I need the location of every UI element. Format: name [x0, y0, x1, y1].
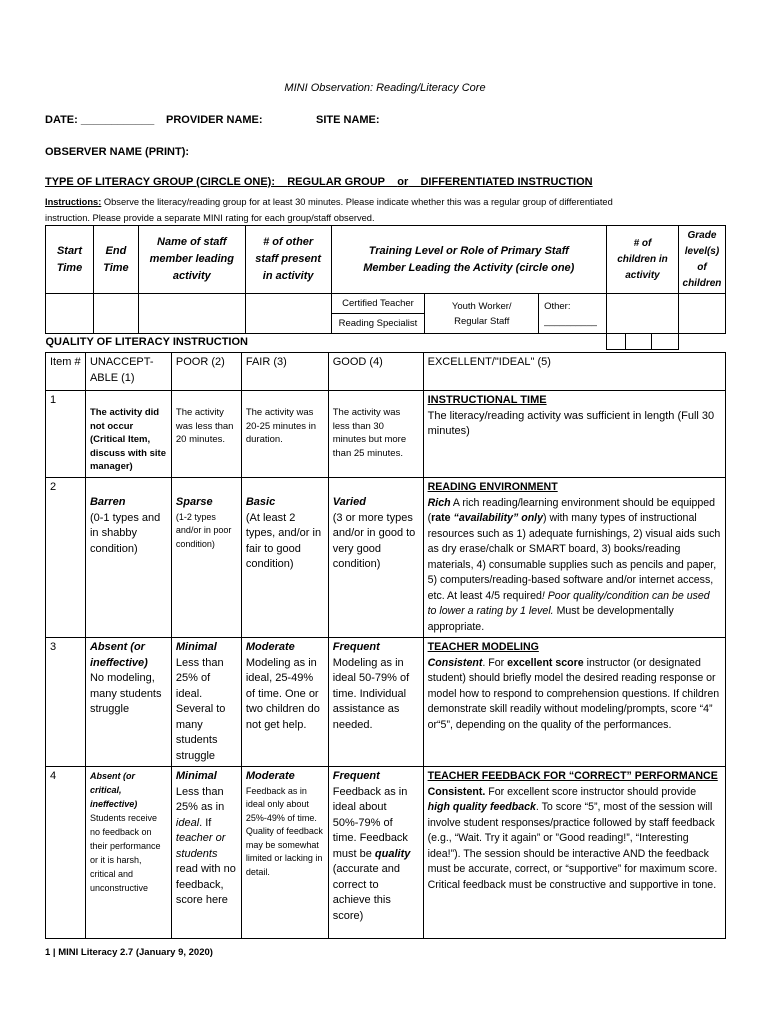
table-row: [46, 391, 726, 478]
desc-text: (accurate and correct to achieve this score): [332, 863, 400, 922]
unacceptable-cell[interactable]: [85, 638, 171, 767]
other-line: __________: [544, 315, 597, 327]
blank-cell-3: [651, 334, 678, 350]
staff-name-header: Name of staff member leading activity: [138, 226, 245, 294]
varied-label: Varied: [332, 496, 366, 508]
excellent-cell[interactable]: [423, 638, 725, 767]
fair-cell[interactable]: The activity was 20-25 minutes in duration.: [241, 391, 328, 478]
group-type-line: [45, 176, 593, 188]
item-number: 1: [46, 391, 86, 478]
varied-desc: (3 or more types and/or in good to very good condition): [332, 511, 416, 570]
absent-label: Absent (or critical, ineffective): [89, 771, 138, 809]
blank-cell-4: [678, 334, 725, 350]
site-name-field[interactable]: SITE NAME:: [316, 114, 380, 126]
minimal-label: Minimal: [175, 641, 217, 653]
absent-desc: Students receive no feedback on their performance or it is harsh, critical and unconstructive: [89, 813, 161, 893]
quality-section-title: QUALITY OF LITERACY INSTRUCTION: [46, 334, 607, 350]
frequent-label: Frequent: [332, 770, 380, 782]
teacher-modeling-title: TEACHER MODELING: [427, 641, 539, 653]
frequent-label: Frequent: [332, 641, 380, 653]
desc-text: Less than 25% as in: [175, 785, 225, 813]
table-row: [46, 638, 726, 767]
good-header: GOOD (4): [328, 353, 423, 391]
instructions: [45, 194, 613, 226]
instructional-time-desc: The literacy/reading activity was sufficient in length (Full 30 minutes): [427, 409, 715, 437]
item-number: 3: [46, 638, 86, 767]
end-time-header: End Time: [93, 226, 138, 294]
desc-text: For excellent score instructor should provide: [485, 785, 697, 798]
page-footer: 1 | MINI Literacy 2.7 (January 9, 2020): [45, 947, 213, 958]
teacher-students-text: teacher or students: [175, 832, 226, 860]
desc-text: . To score “5”, most of the session will involve student responses/practice followed by staff feedback (e.g., “Wait. Try it again” or ”Good reading!”, “Interesting idea!”). The session should be interactive AND the feedback must be accurate, correct, or “supportive” for maximum score. Critical feedback must be constructive and supportive in tone.: [427, 801, 718, 891]
excellent-header: EXCELLENT/"IDEAL" (5): [423, 353, 725, 391]
instructions-label: Instructions:: [45, 197, 102, 207]
item-header: Item #: [46, 353, 86, 391]
fair-header: FAIR (3): [241, 353, 328, 391]
desc-text: ) with many types of instructional resources such as 1) adequate furnishings, 2) visual aids such as dry erase/chalk or SMART board, 3) books/reading materials, 4) consumable supplies such as pencils and paper, 5) computers/reading-based software and/or internet access, etc. At least 4/5 required: [427, 512, 721, 602]
availability-text: “availability” only: [450, 512, 544, 524]
unacceptable-cell[interactable]: [85, 478, 171, 638]
fair-cell[interactable]: [241, 638, 328, 767]
poor-cell[interactable]: [171, 478, 241, 638]
rich-label: Rich: [427, 496, 451, 509]
blank-cell-2: [626, 334, 652, 350]
good-cell[interactable]: [328, 638, 423, 767]
minimal-desc: [176, 785, 237, 909]
youth-worker-option[interactable]: [425, 294, 539, 334]
item-number: 4: [46, 767, 86, 939]
excellent-cell[interactable]: [423, 767, 725, 939]
desc-text: A rich reading/learning environment should be equipped (: [427, 496, 716, 524]
poor-cell[interactable]: [171, 767, 241, 939]
teacher-feedback-desc: [428, 785, 721, 894]
basic-desc: (At least 2 types, and/or in fair to good condition): [245, 511, 322, 570]
table-row: [46, 767, 726, 939]
provider-name-field[interactable]: PROVIDER NAME:: [166, 114, 263, 126]
sparse-desc: (1-2 types and/or in poor condition): [175, 511, 232, 549]
quality-table: [45, 352, 726, 939]
minimal-label: Minimal: [175, 770, 217, 782]
unacceptable-cell[interactable]: [85, 767, 171, 939]
reading-environment-title: READING ENVIRONMENT: [427, 481, 558, 493]
other-text: Other:: [544, 300, 571, 312]
quality-text: quality: [374, 847, 411, 860]
regular-staff-text: Regular Staff: [454, 315, 510, 327]
moderate-desc: Feedback as in ideal only about 25%-49% of time. Quality of feedback may be somewhat limited or lacking in detail.: [245, 785, 323, 877]
differentiated-option[interactable]: DIFFERENTIATED INSTRUCTION: [420, 176, 593, 188]
start-time-header: Start Time: [46, 226, 94, 294]
consistent-label: Consistent: [427, 656, 483, 669]
consistent-label: Consistent.: [427, 785, 486, 798]
training-level-header: Training Level or Role of Primary Staff Member Leading the Activity (circle one): [331, 226, 606, 294]
barren-label: Barren: [89, 496, 126, 508]
absent-label: Absent (or ineffective): [89, 641, 148, 669]
desc-text: Must be developmentally appropriate.: [427, 605, 674, 633]
regular-group-option[interactable]: REGULAR GROUP: [287, 176, 386, 188]
end-time-cell[interactable]: [93, 294, 138, 334]
teacher-feedback-title: TEACHER FEEDBACK FOR “CORRECT” PERFORMANCE: [427, 770, 718, 782]
unacceptable-header: UNACCEPT-ABLE (1): [85, 353, 171, 391]
page-title: MINI Observation: Reading/Literacy Core: [284, 82, 486, 94]
frequent-desc: [333, 785, 419, 925]
table-row: [46, 478, 726, 638]
poor-cell[interactable]: The activity was less than 20 minutes.: [171, 391, 241, 478]
instructions-text-2: instruction. Please provide a separate MINI rating for each group/staff observed.: [45, 213, 375, 223]
or-text: or: [397, 176, 409, 188]
unacceptable-cell[interactable]: The activity did not occur (Critical Item, discuss with site manager): [85, 391, 171, 478]
group-type-label: TYPE OF LITERACY GROUP (CIRCLE ONE):: [45, 176, 275, 188]
desc-text: . For: [482, 656, 508, 669]
reading-environment-desc: [428, 496, 721, 636]
desc-text: Feedback as in ideal about 50%-79% of time. Feedback must be: [332, 785, 408, 860]
absent-desc: No modeling, many students struggle: [89, 672, 162, 715]
start-time-cell[interactable]: [46, 294, 94, 334]
desc-text: instructor (or designated student) should briefly model the desired reading response or model how to respond to comprehension questions. If children demonstrate skill readily without modeling/prompts, score “4” or“5”, depending on the quality of the performances.: [427, 656, 720, 731]
frequent-desc: Modeling as in ideal 50-79% of time. Individual assistance as needed.: [332, 656, 410, 731]
instructions-text-1: Observe the literacy/reading group for at least 30 minutes. Please indicate whether this was a regular group of differentiated: [101, 197, 613, 207]
grade-level-cell[interactable]: [678, 294, 725, 334]
desc-text: . If: [199, 816, 212, 829]
instructional-time-title: INSTRUCTIONAL TIME: [427, 394, 547, 406]
ideal-text: ideal: [175, 816, 200, 829]
moderate-desc: Modeling as in ideal, 25-49% of time. One or two children do not get help.: [245, 656, 320, 731]
desc-text: read with no feedback, score here: [175, 863, 236, 906]
youth-worker-text: Youth Worker/: [451, 300, 512, 312]
basic-label: Basic: [245, 496, 276, 508]
staff-name-cell[interactable]: [138, 294, 245, 334]
grade-level-header: Grade level(s) of children: [678, 226, 725, 294]
poor-header: POOR (2): [171, 353, 241, 391]
other-staff-cell[interactable]: [245, 294, 331, 334]
observer-name-field[interactable]: OBSERVER NAME (PRINT):: [45, 146, 190, 158]
item-number: 2: [46, 478, 86, 638]
poor-cell[interactable]: [171, 638, 241, 767]
excellent-cell[interactable]: [423, 391, 725, 478]
date-field[interactable]: DATE: ____________: [45, 114, 155, 126]
sparse-label: Sparse: [175, 496, 213, 508]
num-children-header: # of children in activity: [607, 226, 679, 294]
teacher-modeling-desc: [428, 656, 721, 734]
fair-cell[interactable]: [241, 478, 328, 638]
other-option[interactable]: [539, 294, 607, 334]
certified-teacher-option[interactable]: Certified Teacher: [331, 294, 425, 314]
poor-quality-note: ! Poor quality/condition can be used to lower a rating by 1 level.: [427, 589, 710, 617]
excellent-score-text: excellent score: [507, 656, 584, 669]
excellent-cell[interactable]: [423, 478, 725, 638]
other-staff-header: # of other staff present in activity: [245, 226, 331, 294]
num-children-cell[interactable]: [607, 294, 679, 334]
blank-cell-1: [607, 334, 626, 350]
reading-specialist-option[interactable]: Reading Specialist: [331, 314, 425, 334]
good-cell[interactable]: [328, 478, 423, 638]
staff-table: [45, 225, 726, 350]
fair-cell[interactable]: [241, 767, 328, 939]
high-quality-feedback-text: high quality feedback: [427, 801, 536, 813]
minimal-desc: Less than 25% of ideal. Several to many students struggle: [175, 656, 226, 762]
rate-text: rate: [431, 512, 451, 524]
moderate-label: Moderate: [245, 641, 295, 653]
good-cell[interactable]: The activity was less than 30 minutes but more than 25 minutes.: [328, 391, 423, 478]
moderate-label: Moderate: [245, 770, 295, 782]
barren-desc: (0-1 types and in shabby condition): [89, 511, 161, 555]
good-cell[interactable]: [328, 767, 423, 939]
